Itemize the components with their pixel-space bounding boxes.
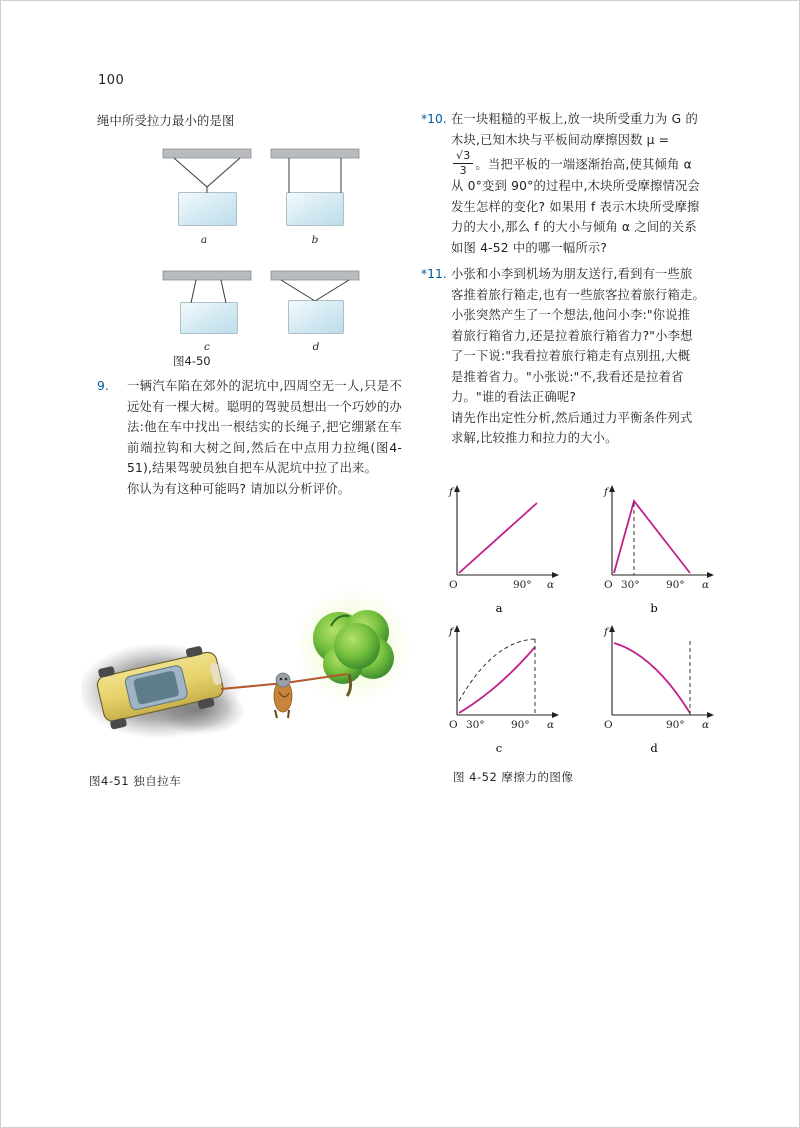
question-10-line6: 力的大小,那么 f 的大小与倾角 α 之间的关系 bbox=[451, 220, 697, 235]
svg-text:f: f bbox=[449, 486, 453, 498]
figure-4-51-caption: 图4-51 独自拉车 bbox=[89, 774, 182, 788]
question-11-line4: 着旅行箱省力,还是拉着旅行箱省力?"小李想 bbox=[451, 328, 693, 343]
mu-fraction bbox=[453, 150, 473, 176]
svg-text:90°: 90° bbox=[666, 579, 685, 591]
figure-4-50-caption: 图4-50 bbox=[173, 354, 211, 368]
question-9-text2: 你认为有这种可能吗? 请加以分析评价。 bbox=[127, 481, 351, 496]
question-10-line7: 如图 4-52 中的哪一幅所示? bbox=[451, 240, 608, 255]
left-column bbox=[97, 111, 397, 132]
question-10 bbox=[421, 109, 711, 258]
graph-c bbox=[448, 625, 559, 731]
svg-text:α: α bbox=[702, 579, 710, 591]
question-11-line3: 小张突然产生了一个想法,他问小李:"你说推 bbox=[451, 308, 691, 323]
question-11-line9: 求解,比较推力和拉力的大小。 bbox=[451, 431, 618, 446]
svg-text:O: O bbox=[604, 719, 613, 731]
svg-text:90°: 90° bbox=[511, 719, 530, 731]
svg-text:f: f bbox=[449, 626, 453, 638]
question-10-line3-wrap bbox=[451, 150, 711, 176]
question-11 bbox=[421, 264, 711, 449]
svg-text:b: b bbox=[650, 601, 658, 615]
svg-text:α: α bbox=[702, 719, 710, 731]
svg-text:O: O bbox=[449, 579, 458, 591]
svg-text:30°: 30° bbox=[621, 579, 640, 591]
question-9-number: 9. bbox=[97, 379, 109, 393]
question-10-line4: 从 0°变到 90°的过程中,木块所受摩擦情况会 bbox=[451, 179, 701, 194]
question-11-line6: 是推着省力。"小张说:"不,我看还是拉着省 bbox=[451, 369, 684, 384]
figure-4-52-caption: 图 4-52 摩擦力的图像 bbox=[453, 770, 574, 784]
svg-text:f: f bbox=[604, 486, 608, 498]
figure-4-52 bbox=[441, 481, 731, 766]
svg-text:O: O bbox=[449, 719, 458, 731]
figure-4-52-drawing bbox=[441, 481, 731, 766]
figure-4-50 bbox=[141, 131, 381, 356]
question-9-text: 一辆汽车陷在郊外的泥坑中,四周空无一人,只是不远处有一棵大树。聪明的驾驶员想出一个巧妙的办法:他在车中找出一根结实的长绳子,把它绷紧在车前端拉钩和大树之间,然后在中点用力拉绳(图4-51),结果驾驶员独自把车从泥坑中拉了出来。 bbox=[127, 379, 402, 475]
figure-4-50-drawing bbox=[141, 131, 381, 356]
svg-text:30°: 30° bbox=[466, 719, 485, 731]
graph-d bbox=[603, 625, 714, 731]
svg-text:c: c bbox=[495, 741, 503, 755]
svg-text:d: d bbox=[312, 341, 320, 353]
question-10-line5: 发生怎样的变化? 如果用 f 表示木块所受摩擦 bbox=[451, 199, 700, 214]
question-11-number: *11. bbox=[421, 267, 447, 282]
question-11-line5: 了一下说:"我看拉着旅行箱走有点别扭,大概 bbox=[451, 349, 691, 364]
svg-text:α: α bbox=[547, 579, 555, 591]
question-11-line7: 力。"谁的看法正确呢? bbox=[451, 390, 577, 405]
fraction-denominator: 3 bbox=[459, 163, 467, 177]
svg-text:90°: 90° bbox=[513, 579, 532, 591]
question-11-line2: 客推着旅行箱走,也有一些旅客拉着旅行箱走。 bbox=[451, 287, 706, 302]
lead-text: 绳中所受拉力最小的是图 bbox=[97, 114, 235, 128]
page-number: 100 bbox=[98, 73, 125, 88]
svg-text:a: a bbox=[200, 234, 208, 246]
question-10-number: *10. bbox=[421, 112, 447, 126]
question-10-line2: 木块,已知木块与平板间动摩擦因数 μ = bbox=[451, 132, 670, 147]
svg-text:α: α bbox=[547, 719, 555, 731]
graph-a bbox=[448, 485, 559, 591]
question-10-line1: 在一块粗糙的平板上,放一块所受重力为 G 的 bbox=[451, 112, 698, 126]
graph-b bbox=[603, 485, 714, 591]
svg-text:O: O bbox=[604, 579, 613, 591]
svg-text:90°: 90° bbox=[666, 719, 685, 731]
figure-4-51-illustration bbox=[81, 586, 411, 776]
figure-4-51-drawing bbox=[81, 586, 411, 776]
fraction-numerator: √3 bbox=[453, 150, 473, 164]
svg-text:b: b bbox=[311, 234, 319, 246]
right-column bbox=[421, 109, 711, 455]
svg-text:a: a bbox=[495, 601, 503, 615]
svg-text:c: c bbox=[204, 341, 210, 353]
svg-text:d: d bbox=[650, 741, 658, 755]
question-9 bbox=[97, 376, 402, 505]
svg-text:f: f bbox=[604, 626, 608, 638]
question-11-line1: 小张和小李到机场为朋友送行,看到有一些旅 bbox=[451, 267, 693, 282]
question-10-line3: 。当把平板的一端逐渐抬高,使其倾角 α bbox=[475, 157, 692, 172]
question-11-line8: 请先作出定性分析,然后通过力平衡条件列式 bbox=[451, 410, 693, 425]
